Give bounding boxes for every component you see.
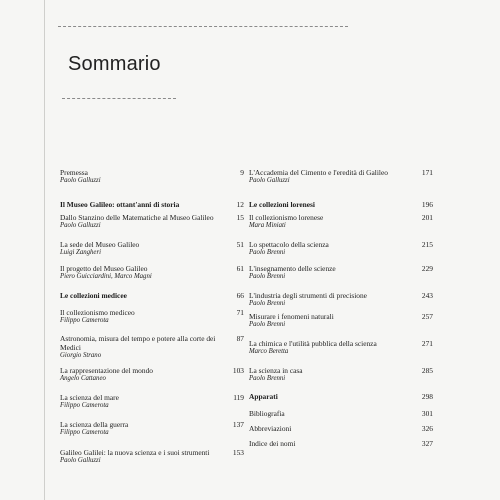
toc-entry-author: Paolo Brenni [249, 321, 286, 328]
toc-entry-page: 257 [421, 312, 433, 321]
toc-entry [60, 240, 244, 257]
toc-entry-title: La scienza in casa [249, 366, 303, 375]
toc-entry-author: Filippo Camerota [60, 429, 109, 436]
toc-entry-title: Le collezioni medicee [60, 291, 127, 300]
toc-entry-title: Apparati [249, 392, 278, 401]
toc-entry-page: 61 [236, 264, 244, 273]
toc-entry-author: Paolo Brenni [249, 249, 286, 256]
toc-entry-author: Filippo Camerota [60, 317, 109, 324]
page-edge-divider [44, 0, 45, 500]
toc-entry [249, 392, 433, 401]
toc-entry [60, 334, 244, 360]
toc-entry-author: Paolo Galluzzi [60, 177, 101, 184]
toc-entry-page: 153 [232, 448, 244, 457]
toc-entry-title: Astronomia, misura del tempo e potere alla corte dei Medici [60, 334, 216, 352]
toc-entry-page: 87 [236, 334, 244, 343]
toc-entry [60, 366, 244, 383]
toc-entry-title: Dallo Stanzino delle Matematiche al Museo Galileo [60, 213, 214, 222]
toc-entry [249, 409, 433, 418]
toc-entry-page: 215 [421, 240, 433, 249]
toc-entry [249, 291, 433, 308]
toc-entry-page: 229 [421, 264, 433, 273]
toc-entry-author: Paolo Galluzzi [249, 177, 290, 184]
toc-entry-author: Paolo Brenni [249, 375, 286, 382]
toc-entry-page: 301 [421, 409, 433, 418]
toc-entry-page: 196 [421, 200, 433, 209]
toc-entry-page: 201 [421, 213, 433, 222]
toc-entry-author: Paolo Galluzzi [60, 457, 101, 464]
toc-entry-page: 326 [421, 424, 433, 433]
toc-entry-page: 327 [421, 439, 433, 448]
toc-entry-title: La rappresentazione del mondo [60, 366, 153, 375]
toc-entry-title: Misurare i fenomeni naturali [249, 312, 334, 321]
toc-entry-author: Mara Miniati [249, 222, 286, 229]
toc-entry [249, 168, 433, 185]
toc-entry-title: Premessa [60, 168, 88, 177]
toc-entry-author: Angelo Cattaneo [60, 375, 106, 382]
toc-entry-author: Piero Guicciardini, Marco Magni [60, 273, 152, 280]
toc-entry-title: La chimica e l'utilità pubblica della scienza [249, 339, 377, 348]
toc-entry-page: 103 [232, 366, 244, 375]
toc-entry [249, 264, 433, 281]
toc-entry-title: L'Accademia del Cimento e l'eredità di Galileo [249, 168, 388, 177]
toc-entry-title: Lo spettacolo della scienza [249, 240, 329, 249]
toc-entry [249, 213, 433, 230]
toc-entry-page: 243 [421, 291, 433, 300]
toc-entry-title: Il collezionismo lorenese [249, 213, 324, 222]
toc-entry [249, 200, 433, 209]
toc-entry-title: La sede del Museo Galileo [60, 240, 140, 249]
toc-entry [249, 240, 433, 257]
toc-entry [60, 213, 244, 230]
toc-entry-title: Bibliografia [249, 409, 285, 418]
top-dashed-rule [58, 26, 348, 27]
toc-entry-author: Paolo Brenni [249, 273, 286, 280]
toc-entry-page: 285 [421, 366, 433, 375]
toc-entry-title: Galileo Galilei: la nuova scienza e i suoi strumenti [60, 448, 210, 457]
title-dashed-rule [62, 98, 176, 99]
toc-entry-title: L'industria degli strumenti di precisione [249, 291, 367, 300]
toc-entry [60, 291, 244, 300]
toc-entry-page: 15 [236, 213, 244, 222]
toc-entry-title: L'insegnamento delle scienze [249, 264, 336, 273]
toc-entry-title: La scienza del mare [60, 393, 119, 402]
toc-entry-title: Indice dei nomi [249, 439, 296, 448]
toc-entry-title: La scienza della guerra [60, 420, 129, 429]
toc-entry [249, 339, 433, 356]
toc-entry-title: Il collezionismo mediceo [60, 308, 135, 317]
toc-entry [60, 448, 244, 465]
toc-entry [249, 312, 433, 329]
toc-entry [60, 420, 244, 437]
toc-entry-title: Abbreviazioni [249, 424, 292, 433]
toc-entry-author: Giorgio Strano [60, 352, 102, 359]
toc-entry-page: 271 [421, 339, 433, 348]
toc-entry-page: 71 [236, 308, 244, 317]
toc-entry-title: Il progetto del Museo Galileo [60, 264, 148, 273]
toc-entry-page: 51 [236, 240, 244, 249]
toc-entry [249, 424, 433, 433]
toc-entry-page: 12 [236, 200, 244, 209]
toc-entry-title: Le collezioni lorenesi [249, 200, 315, 209]
page-title: Sommario [68, 53, 161, 76]
toc-entry-page: 298 [421, 392, 433, 401]
toc-entry [60, 393, 244, 410]
toc-entry [60, 200, 244, 209]
toc-entry [249, 439, 433, 448]
toc-entry [60, 264, 244, 281]
toc-entry-page: 9 [240, 168, 244, 177]
toc-entry-author: Paolo Galluzzi [60, 222, 101, 229]
toc-entry [60, 308, 244, 325]
toc-entry-page: 66 [236, 291, 244, 300]
toc-entry [60, 168, 244, 185]
toc-entry-author: Filippo Camerota [60, 402, 109, 409]
toc-entry-title: Il Museo Galileo: ottant'anni di storia [60, 200, 180, 209]
toc-entry-page: 137 [232, 420, 244, 429]
toc-entry-page: 119 [233, 393, 244, 402]
toc-entry-author: Luigi Zangheri [60, 249, 101, 256]
toc-entry-author: Marco Beretta [249, 348, 289, 355]
toc-entry-author: Paolo Brenni [249, 300, 286, 307]
toc-entry-page: 171 [421, 168, 433, 177]
toc-entry [249, 366, 433, 383]
